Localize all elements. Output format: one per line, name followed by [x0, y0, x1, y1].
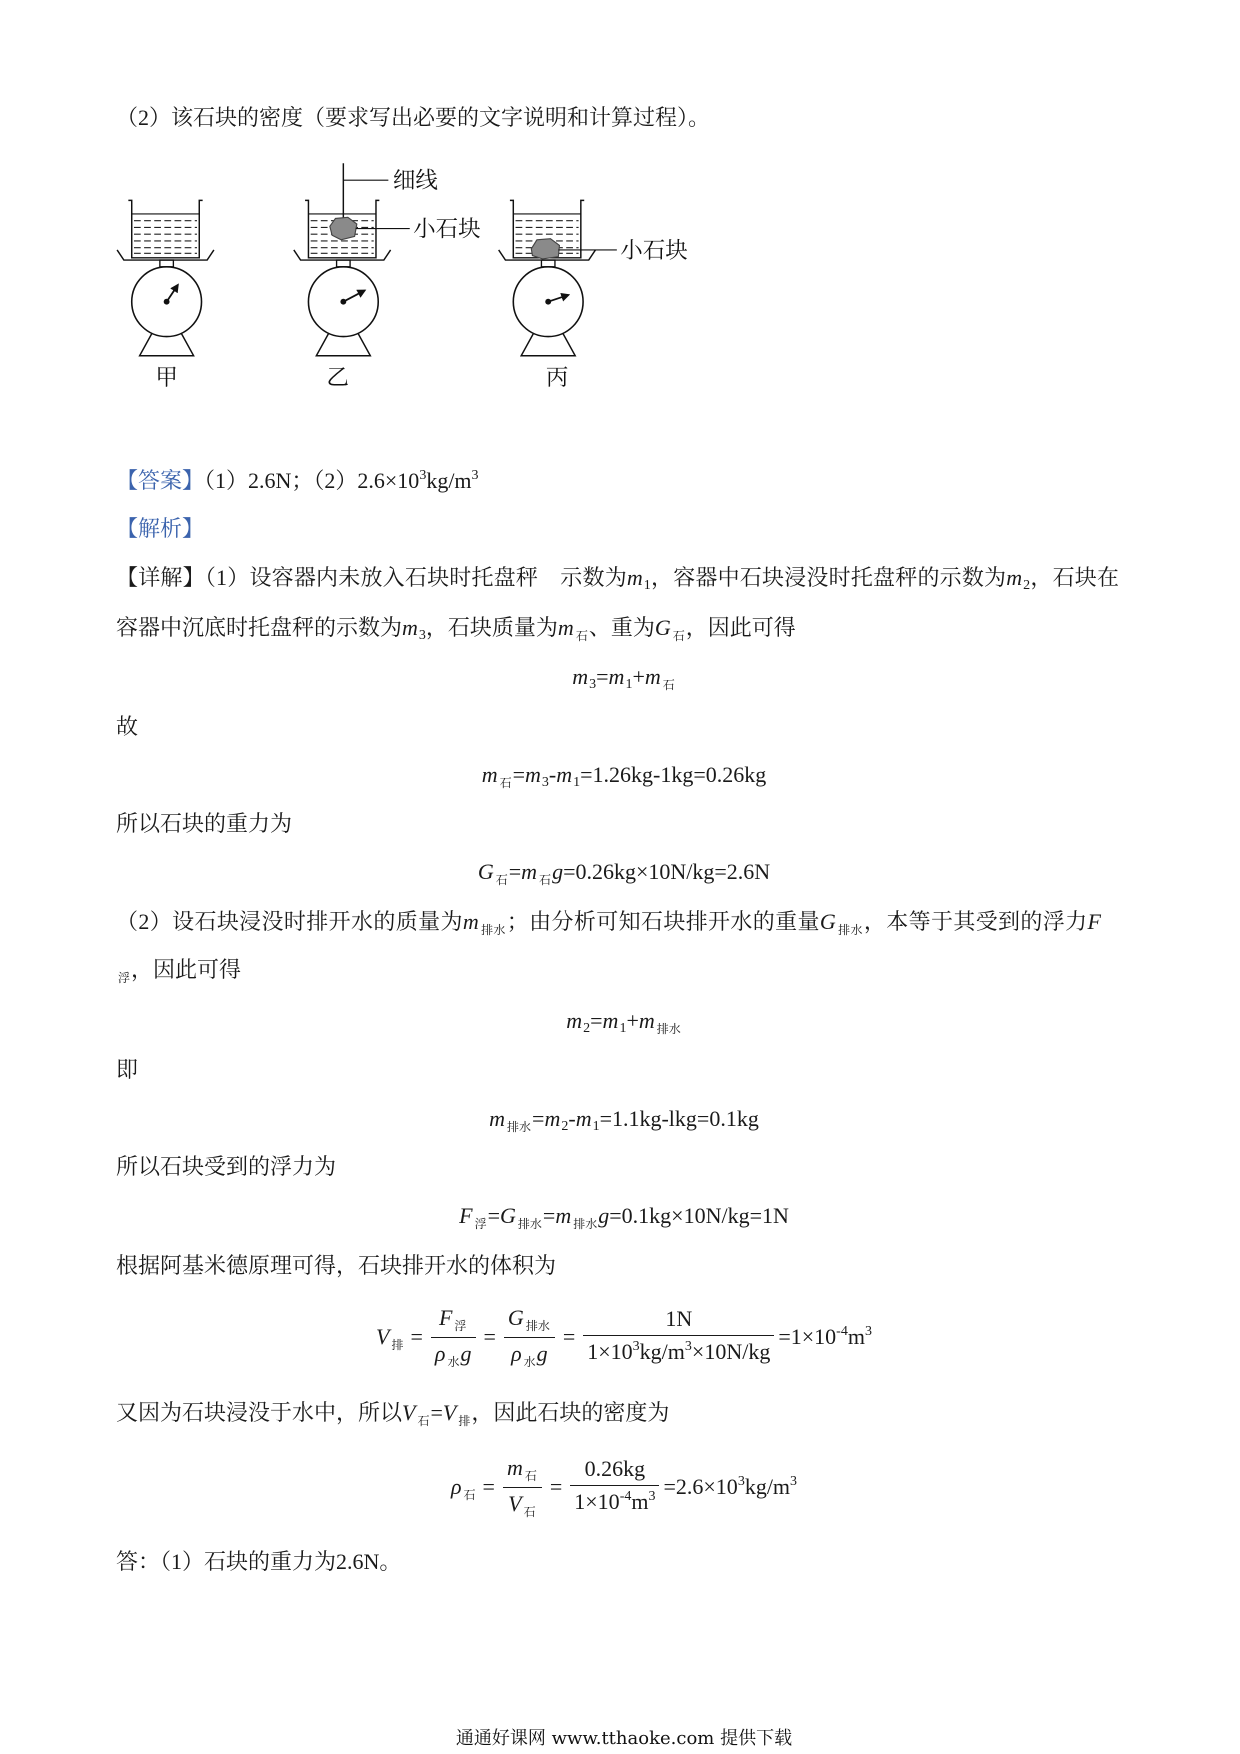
formula-displaced-volume	[116, 1302, 1132, 1372]
answer-line	[116, 466, 1119, 496]
math-variable: m	[555, 1203, 572, 1228]
superscript: 3	[632, 1338, 640, 1354]
numerator	[431, 1303, 476, 1338]
denominator	[570, 1486, 659, 1521]
math-variable: ρ	[511, 1340, 522, 1366]
subscript: 石	[575, 629, 588, 643]
text-run: m	[631, 1488, 649, 1514]
superscript: 3	[471, 468, 479, 483]
equals-sign: =	[549, 1474, 563, 1499]
answer-tag: 【答案】	[116, 468, 205, 493]
superscript: 3	[648, 1488, 656, 1504]
math-variable: G	[819, 909, 836, 934]
math-variable: m	[462, 909, 479, 934]
math-variable: G	[507, 1304, 524, 1330]
subscript: 浮	[474, 1217, 487, 1231]
text-run: ，石块在	[1030, 565, 1119, 590]
math-variable: g	[598, 1203, 610, 1228]
scale-jia	[117, 200, 214, 391]
scale-bing	[499, 200, 688, 391]
text-run: =1.26kg-1kg=0.26kg	[580, 762, 767, 787]
analysis-tag: 【解析】	[116, 516, 205, 541]
equation-stone-mass	[116, 760, 1132, 790]
subscript: 石	[672, 629, 685, 643]
text-run: 又因为石块浸没于水中，所以	[116, 1400, 403, 1425]
volume-intro-text: 根据阿基米德原理可得，石块排开水的体积为	[116, 1253, 557, 1278]
text-run: -	[548, 762, 557, 787]
text-run: =	[596, 664, 609, 689]
numerator	[570, 1454, 659, 1486]
text-run: kg/m	[639, 1338, 685, 1364]
text-run: kg/m	[744, 1474, 791, 1499]
equals-sign: =	[562, 1324, 576, 1349]
detail-line-2	[116, 613, 1119, 643]
answer-body	[204, 468, 479, 493]
thread-label: 细线	[392, 168, 438, 195]
text-run: （1）2.6N；（2）2.6×10	[204, 468, 420, 493]
math-variable: F	[459, 1203, 473, 1228]
caption-bing: 丙	[545, 364, 569, 391]
math-variable: V	[442, 1400, 457, 1425]
math-variable: m	[602, 1008, 619, 1033]
detail-line-1-text	[204, 565, 1119, 593]
formula-result	[663, 1474, 797, 1500]
math-variable: m	[521, 859, 538, 884]
text-run: （1）设容器内未放入石块时托盘秤 示数为	[204, 565, 627, 590]
stone-sunk	[531, 239, 559, 259]
text-run: +	[632, 664, 645, 689]
formula-density	[116, 1452, 1132, 1522]
text-run: 0.26kg	[584, 1455, 646, 1481]
text-run: ，因此可得	[685, 615, 796, 640]
text-run: =	[430, 1400, 443, 1425]
superscript: 3	[737, 1474, 745, 1489]
math-variable: m	[566, 1008, 583, 1033]
math-variable: ρ	[450, 1474, 462, 1499]
math-variable: m	[608, 664, 625, 689]
math-variable: m	[506, 1454, 523, 1480]
text-run: =	[532, 1106, 545, 1131]
text-run: =	[508, 859, 522, 884]
math-variable: m	[489, 1106, 506, 1131]
subscript: 1	[619, 1021, 627, 1036]
denominator	[504, 1488, 540, 1522]
subscript: 2	[561, 1119, 569, 1134]
subscript: 排水	[480, 923, 506, 937]
superscript: 3	[684, 1338, 692, 1354]
stone-label: 小石块	[620, 237, 688, 264]
question-text: （2）该石块的密度（要求写出必要的文字说明和计算过程）。	[116, 105, 711, 130]
math-variable: m	[544, 1106, 561, 1131]
text-run: 容器中沉底时托盘秤的示数为	[116, 615, 403, 640]
superscript: 3	[864, 1324, 872, 1339]
subscript: 排	[458, 1414, 471, 1428]
equals-sign: =	[410, 1324, 423, 1349]
caption-yi: 乙	[326, 364, 349, 391]
subscript: 2	[1023, 578, 1031, 593]
math-variable: V	[402, 1400, 416, 1425]
text-run: =	[542, 1203, 556, 1228]
math-variable: m	[626, 565, 643, 590]
subscript: 排水	[507, 1120, 532, 1134]
text-run: =2.6×10	[663, 1474, 738, 1499]
subscript: 排	[391, 1338, 404, 1352]
math-variable: g	[460, 1340, 472, 1366]
subscript: 3	[541, 775, 549, 790]
subscript: 排水	[573, 1217, 598, 1231]
subscript: 1	[573, 775, 581, 790]
text-run: ，石块质量为	[425, 615, 558, 640]
denominator	[431, 1338, 476, 1372]
subscript: 排水	[656, 1022, 681, 1036]
fraction	[431, 1303, 476, 1372]
footer-watermark: 通通好课网 www.tthaoke.com 提供下载	[455, 1728, 793, 1749]
subscript: 水	[523, 1354, 536, 1369]
text-run: 1N	[665, 1305, 693, 1331]
equation-displaced-total	[116, 1006, 1132, 1036]
math-variable: m	[481, 762, 498, 787]
subscript: 排水	[525, 1318, 550, 1333]
equation-buoyancy	[116, 1201, 1132, 1231]
part2-line-2	[116, 955, 1119, 985]
fraction	[503, 1453, 542, 1522]
math-variable: G	[654, 615, 671, 640]
math-variable: V	[508, 1490, 522, 1516]
subscript: 浮	[454, 1318, 467, 1333]
math-variable: m	[575, 1106, 592, 1131]
fraction	[570, 1454, 659, 1521]
fraction	[504, 1303, 555, 1372]
text-run: =	[590, 1008, 603, 1033]
subscript: 2	[583, 1021, 591, 1036]
text-run: ×10N/kg	[691, 1338, 771, 1364]
buoyancy-intro-text: 所以石块受到的浮力为	[116, 1154, 337, 1179]
equals-sign: =	[483, 1324, 496, 1349]
conclusion-text: 答：（1）石块的重力为2.6N。	[116, 1549, 402, 1574]
scale-with-beaker	[499, 200, 596, 355]
subscript: 石	[662, 678, 675, 692]
weight-intro-text: 所以石块的重力为	[116, 811, 293, 836]
stone-suspended	[330, 217, 357, 240]
superscript: 3	[419, 468, 427, 483]
analysis-line	[116, 514, 1119, 544]
math-variable: G	[477, 859, 494, 884]
math-variable: ρ	[434, 1340, 446, 1366]
text-run: 1×10	[587, 1338, 633, 1364]
experiment-figure	[101, 152, 732, 394]
text-run: =	[487, 1203, 501, 1228]
equation-displaced-mass	[116, 1104, 1132, 1134]
text-run: （2）设石块浸没时排开水的质量为	[116, 909, 463, 934]
formula-lhs	[376, 1324, 404, 1350]
math-variable: F	[1087, 909, 1101, 934]
subscript: 石	[524, 1468, 537, 1483]
subscript: 石	[417, 1414, 430, 1428]
fraction	[583, 1304, 774, 1371]
text-run: -	[568, 1106, 576, 1131]
text-run: =1×10	[778, 1324, 837, 1349]
superscript: -4	[836, 1324, 848, 1339]
numerator	[583, 1304, 774, 1336]
subscript: 水	[447, 1354, 460, 1369]
math-variable: g	[536, 1340, 548, 1366]
math-variable: G	[500, 1203, 516, 1228]
math-variable: m	[402, 615, 418, 640]
formula-lhs	[451, 1474, 477, 1500]
text-run: ，因此石块的密度为	[471, 1400, 670, 1425]
subscript: 排水	[837, 923, 863, 937]
dial-needle	[548, 295, 568, 302]
detail-tag: 【详解】	[116, 565, 205, 590]
scale-with-beaker	[117, 200, 214, 355]
text-run: =1.1kg-lkg=0.1kg	[599, 1106, 759, 1131]
text-run: ；由分析可知石块排开水的重量	[506, 909, 820, 934]
scale-yi	[294, 163, 481, 391]
subscript: 石	[523, 1504, 536, 1519]
math-variable: m	[572, 664, 589, 689]
caption-jia: 甲	[155, 364, 178, 391]
math-variable: m	[556, 762, 573, 787]
formula-result	[778, 1324, 872, 1350]
text-run: kg/m	[426, 468, 472, 493]
part2-line-1	[116, 907, 1101, 937]
subscript: 排水	[517, 1217, 542, 1231]
math-variable: F	[438, 1304, 453, 1330]
denominator	[583, 1336, 774, 1371]
subscript: 石	[539, 873, 552, 887]
subscript: 石	[499, 776, 512, 790]
text-run: m	[847, 1324, 865, 1349]
subscript: 1	[592, 1119, 600, 1134]
density-intro-text	[116, 1398, 1119, 1428]
text-run: ，因此可得	[131, 957, 242, 982]
text-run: ，本等于其受到的浮力	[863, 909, 1088, 934]
superscript: 3	[790, 1474, 798, 1489]
dial-needle	[343, 290, 364, 301]
equation-stone-weight	[116, 857, 1132, 887]
math-variable: m	[638, 1008, 655, 1033]
stone-label: 小石块	[413, 216, 481, 243]
subscript: 1	[643, 578, 651, 593]
detail-line-1	[116, 563, 1119, 593]
subscript: 浮	[118, 971, 131, 985]
numerator	[503, 1453, 542, 1488]
math-variable: m	[557, 615, 574, 640]
text-run: =0.1kg×10N/kg=1N	[609, 1203, 789, 1228]
subscript: 3	[589, 677, 597, 692]
subscript: 3	[418, 628, 426, 643]
math-variable: V	[376, 1324, 390, 1349]
math-variable: m	[1006, 565, 1023, 590]
text-run: =	[512, 762, 526, 787]
math-variable: m	[525, 762, 541, 787]
dial-needle	[167, 285, 178, 302]
math-variable: m	[644, 664, 661, 689]
subscript: 石	[463, 1488, 476, 1502]
equation-mass-total	[116, 662, 1132, 692]
equals-sign: =	[482, 1474, 495, 1499]
subscript: 1	[625, 677, 633, 692]
numerator	[504, 1303, 555, 1338]
namely-text: 即	[116, 1057, 139, 1082]
text-run: =0.26kg×10N/kg=2.6N	[563, 859, 771, 884]
subscript: 石	[495, 873, 508, 887]
denominator	[507, 1338, 552, 1372]
text-run: +	[626, 1008, 639, 1033]
text-run: 1×10	[574, 1488, 620, 1514]
text-run: ，容器中石块浸没时托盘秤的示数为	[650, 565, 1007, 590]
math-variable: g	[552, 859, 564, 884]
therefore-text: 故	[116, 714, 139, 739]
superscript: -4	[619, 1488, 632, 1504]
text-run: 、重为	[588, 615, 655, 640]
